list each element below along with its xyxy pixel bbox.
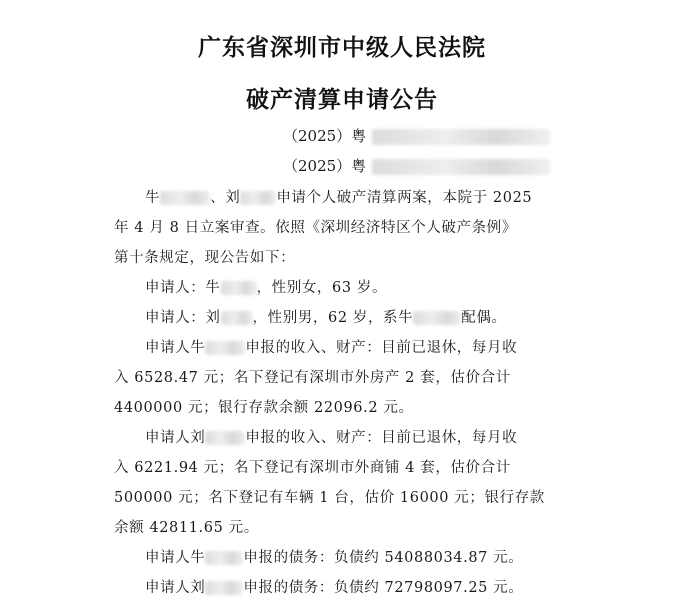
redacted-name xyxy=(160,191,210,205)
income-1-line-3: 4400000 元；银行存款余额 22096.2 元。 xyxy=(114,400,414,416)
redacted-case-number xyxy=(372,159,550,175)
redacted-case-number xyxy=(372,129,550,145)
income-2-line-1: 申请人刘 申报的收入、财产：目前已退休，每月收 xyxy=(145,430,518,446)
intro-line-2: 年 4 月 8 日立案审查。依照《深圳经济特区个人破产条例》 xyxy=(114,220,517,236)
applicant-2-info: 申请人：刘 ，性别男，62 岁，系牛 配偶。 xyxy=(145,310,507,326)
court-name-heading: 广东省深圳市中级人民法院 xyxy=(198,34,486,61)
case-number-1 xyxy=(283,125,550,146)
redacted-name xyxy=(205,341,245,355)
notice-title: 破产清算申请公告 xyxy=(246,86,438,113)
case-number-2 xyxy=(283,155,550,176)
income-2-line-4: 余额 42811.65 元。 xyxy=(114,520,259,536)
debt-2: 申请人刘 申报的债务：负债约 72798097.25 元。 xyxy=(145,580,524,596)
case-number-prefix: （2025）粤 xyxy=(283,157,367,175)
income-1-line-2: 入 6528.47 元；名下登记有深圳市外房产 2 套，估价合计 xyxy=(114,370,511,386)
income-2-line-2: 入 6221.94 元；名下登记有深圳市外商铺 4 套，估价合计 xyxy=(114,460,511,476)
redacted-name xyxy=(413,311,461,325)
redacted-name xyxy=(221,281,257,295)
case-number-prefix: （2025）粤 xyxy=(283,127,367,145)
redacted-name xyxy=(205,551,243,565)
intro-line-3: 第十条规定，现公告如下： xyxy=(114,250,296,266)
redacted-name xyxy=(205,431,245,445)
applicant-1-info: 申请人：牛 ，性别女，63 岁。 xyxy=(145,280,388,296)
redacted-name xyxy=(205,581,243,595)
intro-line-1: 牛 、刘 申请个人破产清算两案，本院于 2025 xyxy=(145,190,533,206)
income-1-line-1: 申请人牛 申报的收入、财产：目前已退休，每月收 xyxy=(145,340,518,356)
redacted-name xyxy=(221,311,253,325)
redacted-name xyxy=(240,191,276,205)
debt-1: 申请人牛 申报的债务：负债约 54088034.87 元。 xyxy=(145,550,524,566)
income-2-line-3: 500000 元；名下登记有车辆 1 台，估价 16000 元；银行存款 xyxy=(114,490,545,506)
